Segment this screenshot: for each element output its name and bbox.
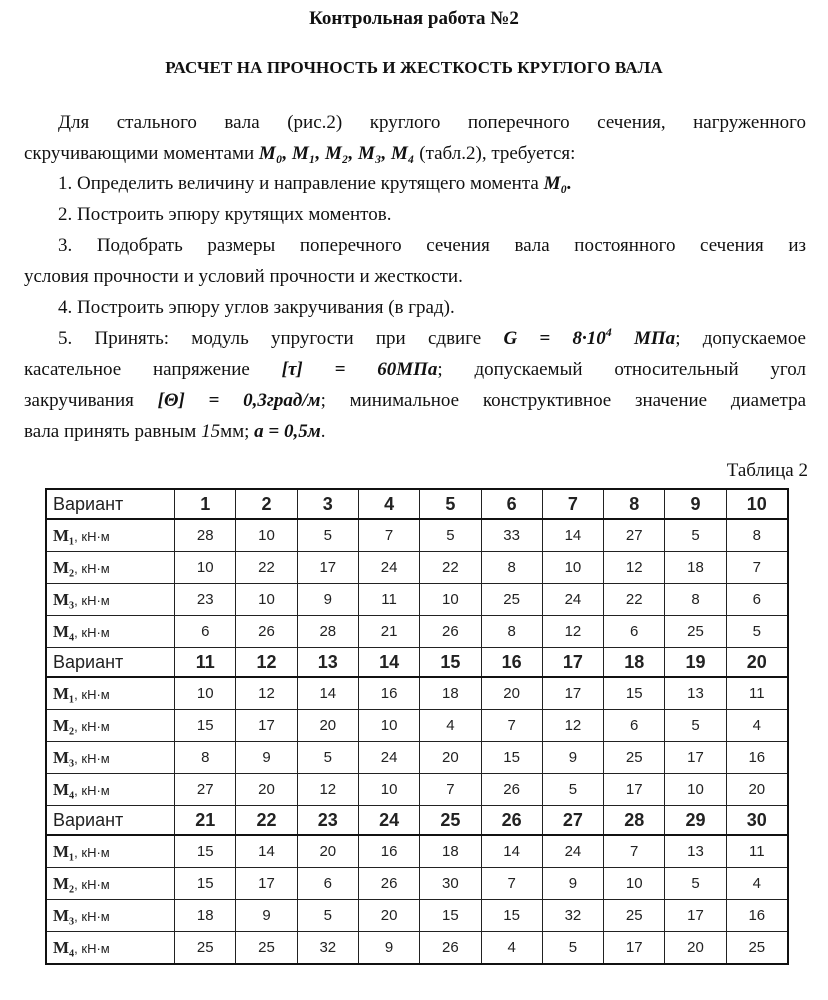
- moment-label: M₁, кН·м: [46, 835, 175, 868]
- table-cell: 28: [175, 519, 236, 552]
- variant-number: 5: [420, 489, 481, 519]
- table-cell: 17: [665, 742, 726, 774]
- variant-number: 30: [726, 806, 788, 836]
- table-cell: 20: [236, 774, 297, 806]
- variant-number: 20: [726, 648, 788, 678]
- moment-row: [46, 868, 788, 900]
- table-cell: 10: [236, 584, 297, 616]
- table-cell: 26: [420, 932, 481, 965]
- table-cell: 4: [481, 932, 542, 965]
- allowable-shear-stress: [τ] = 60МПа: [281, 359, 438, 380]
- table-cell: 25: [726, 932, 788, 965]
- table-cell: 22: [604, 584, 665, 616]
- intro-line-1: Для стального вала (рис.2) круглого поперечного сечения, нагруженного: [58, 112, 806, 133]
- variant-number: 16: [481, 648, 542, 678]
- variant-number: 2: [236, 489, 297, 519]
- table-cell: 5: [297, 519, 358, 552]
- table-cell: 12: [542, 710, 603, 742]
- table-cell: 15: [175, 710, 236, 742]
- table-cell: 16: [726, 900, 788, 932]
- moment-row: [46, 710, 788, 742]
- table-cell: 24: [358, 552, 419, 584]
- table-cell: 33: [481, 519, 542, 552]
- table-cell: 14: [236, 835, 297, 868]
- table-cell: 9: [358, 932, 419, 965]
- table-cell: 5: [297, 900, 358, 932]
- table-cell: 21: [358, 616, 419, 648]
- table-cell: 15: [420, 900, 481, 932]
- table-cell: 26: [358, 868, 419, 900]
- table-cell: 25: [175, 932, 236, 965]
- table-cell: 14: [542, 519, 603, 552]
- table-cell: 10: [236, 519, 297, 552]
- table-cell: 5: [420, 519, 481, 552]
- table-cell: 26: [481, 774, 542, 806]
- table-cell: 15: [481, 900, 542, 932]
- table-cell: 24: [542, 584, 603, 616]
- table-cell: 5: [665, 868, 726, 900]
- table-cell: 20: [665, 932, 726, 965]
- table-cell: 32: [297, 932, 358, 965]
- variant-header-label: Вариант: [46, 648, 175, 678]
- variant-number: 26: [481, 806, 542, 836]
- variant-number: 13: [297, 648, 358, 678]
- table-cell: 17: [236, 710, 297, 742]
- table-cell: 11: [726, 677, 788, 710]
- variant-number: 11: [175, 648, 236, 678]
- moment-label: M₄, кН·м: [46, 932, 175, 965]
- table-cell: 10: [604, 868, 665, 900]
- shear-modulus: $G = 8\cdot 10^4$ МПа: [503, 324, 676, 349]
- table-cell: 16: [358, 835, 419, 868]
- moment-row: [46, 932, 788, 965]
- table-cell: 22: [420, 552, 481, 584]
- variant-number: 3: [297, 489, 358, 519]
- variant-number: 8: [604, 489, 665, 519]
- moment-row: [46, 616, 788, 648]
- table-cell: 6: [604, 616, 665, 648]
- table-cell: 25: [604, 742, 665, 774]
- table-cell: 17: [542, 677, 603, 710]
- moment-label: M₃, кН·м: [46, 742, 175, 774]
- table-cell: 10: [665, 774, 726, 806]
- table-cell: 12: [542, 616, 603, 648]
- intro-line-2: скручивающими моментами М₀, М₁, М₂, М₃, М₄ (табл.2), требуется:: [24, 143, 576, 164]
- variant-number: 27: [542, 806, 603, 836]
- variant-number: 24: [358, 806, 419, 836]
- task-item-2: 2. Построить эпюру крутящих моментов.: [58, 204, 392, 225]
- table-cell: 26: [236, 616, 297, 648]
- table-cell: 10: [420, 584, 481, 616]
- table-cell: 7: [726, 552, 788, 584]
- moment-row: [46, 835, 788, 868]
- variant-number: 10: [726, 489, 788, 519]
- table-cell: 5: [542, 932, 603, 965]
- table-cell: 9: [236, 900, 297, 932]
- moment-label: M₃, кН·м: [46, 584, 175, 616]
- table-cell: 6: [297, 868, 358, 900]
- table-cell: 26: [420, 616, 481, 648]
- moment-label: M₄, кН·м: [46, 774, 175, 806]
- table-cell: 8: [175, 742, 236, 774]
- table-cell: 17: [665, 900, 726, 932]
- variant-number: 7: [542, 489, 603, 519]
- table-cell: 16: [726, 742, 788, 774]
- moment-row: [46, 584, 788, 616]
- document-title: Контрольная работа №2: [309, 8, 519, 29]
- table-cell: 22: [236, 552, 297, 584]
- table-cell: 5: [542, 774, 603, 806]
- table-cell: 9: [542, 868, 603, 900]
- table-cell: 17: [604, 932, 665, 965]
- table-cell: 10: [542, 552, 603, 584]
- variant-header-row: [46, 648, 788, 678]
- table-cell: 13: [665, 835, 726, 868]
- table-cell: 12: [297, 774, 358, 806]
- table-cell: 5: [665, 519, 726, 552]
- moment-label: M₁, кН·м: [46, 519, 175, 552]
- table-cell: 27: [175, 774, 236, 806]
- moment-row: [46, 519, 788, 552]
- variant-number: 17: [542, 648, 603, 678]
- moment-row: [46, 774, 788, 806]
- moment-row: [46, 900, 788, 932]
- variant-number: 28: [604, 806, 665, 836]
- table-cell: 7: [481, 710, 542, 742]
- table-cell: 6: [175, 616, 236, 648]
- table-cell: 32: [542, 900, 603, 932]
- table-cell: 9: [297, 584, 358, 616]
- variant-number: 14: [358, 648, 419, 678]
- table-cell: 8: [481, 616, 542, 648]
- variant-number: 15: [420, 648, 481, 678]
- moment-row: [46, 552, 788, 584]
- table-cell: 23: [175, 584, 236, 616]
- table-cell: 25: [236, 932, 297, 965]
- allowable-twist-angle: [Θ] = 0,3град/м: [157, 390, 321, 411]
- table-cell: 18: [665, 552, 726, 584]
- table-cell: 15: [481, 742, 542, 774]
- table-cell: 10: [175, 677, 236, 710]
- table-cell: 6: [726, 584, 788, 616]
- moment-label: M₂, кН·м: [46, 552, 175, 584]
- table-cell: 9: [542, 742, 603, 774]
- table-cell: 24: [358, 742, 419, 774]
- variant-number: 29: [665, 806, 726, 836]
- table-cell: 30: [420, 868, 481, 900]
- task-item-1: 1. Определить величину и направление крутящего момента М₀.: [58, 173, 572, 194]
- table-cell: 20: [297, 710, 358, 742]
- variant-number: 21: [175, 806, 236, 836]
- table-cell: 5: [726, 616, 788, 648]
- table-cell: 8: [665, 584, 726, 616]
- table-cell: 8: [726, 519, 788, 552]
- table-cell: 11: [726, 835, 788, 868]
- table-cell: 10: [175, 552, 236, 584]
- variant-number: 23: [297, 806, 358, 836]
- table-cell: 4: [726, 868, 788, 900]
- table-cell: 5: [297, 742, 358, 774]
- moments-list: М₀, М₁, М₂, М₃, М₄: [258, 143, 415, 164]
- variant-number: 1: [175, 489, 236, 519]
- table-cell: 17: [297, 552, 358, 584]
- table-cell: 7: [481, 868, 542, 900]
- table-cell: 12: [236, 677, 297, 710]
- moment-label: M₃, кН·м: [46, 900, 175, 932]
- variant-header-row: [46, 489, 788, 519]
- table-cell: 20: [358, 900, 419, 932]
- intro-paragraph: [24, 107, 806, 169]
- length-a: a = 0,5м: [254, 421, 321, 442]
- table-cell: 6: [604, 710, 665, 742]
- variant-number: 4: [358, 489, 419, 519]
- variants-table: [45, 488, 789, 965]
- table-cell: 13: [665, 677, 726, 710]
- moment-row: [46, 677, 788, 710]
- table-cell: 20: [726, 774, 788, 806]
- min-diameter: 15: [201, 421, 221, 442]
- table-cell: 5: [665, 710, 726, 742]
- table-cell: 7: [358, 519, 419, 552]
- table-cell: 14: [297, 677, 358, 710]
- task-item-3: 3. Подобрать размеры поперечного сечения вала постоянного сечения из условия прочности и условий прочности и жесткости.: [24, 235, 806, 287]
- variant-number: 6: [481, 489, 542, 519]
- table-cell: 11: [358, 584, 419, 616]
- variants-table-body: [46, 489, 788, 964]
- moment-label: M₁, кН·м: [46, 677, 175, 710]
- table-cell: 18: [420, 677, 481, 710]
- table-cell: 27: [604, 519, 665, 552]
- table-cell: 20: [420, 742, 481, 774]
- table-cell: 15: [604, 677, 665, 710]
- variant-header-label: Вариант: [46, 489, 175, 519]
- table-cell: 24: [542, 835, 603, 868]
- variant-number: 12: [236, 648, 297, 678]
- table-cell: 4: [420, 710, 481, 742]
- table-cell: 4: [726, 710, 788, 742]
- table-cell: 7: [420, 774, 481, 806]
- table-cell: 12: [604, 552, 665, 584]
- moment-label: M₄, кН·м: [46, 616, 175, 648]
- table-cell: 16: [358, 677, 419, 710]
- task-item-5: 5. Принять: модуль упругости при сдвиге $G = 8\cdot 10^4$ МПа; допускаемое касательное напряжение [τ] = 60МПа; допускаемый относительный угол закручивания [Θ] = 0,3град/м; минимальное конструктивное значение диаметра вала принять равным 15мм; a = 0,5м.: [24, 324, 807, 442]
- table-cell: 10: [358, 774, 419, 806]
- table-cell: 14: [481, 835, 542, 868]
- variant-header-label: Вариант: [46, 806, 175, 836]
- moment-row: [46, 742, 788, 774]
- table-cell: 10: [358, 710, 419, 742]
- table-cell: 20: [297, 835, 358, 868]
- table-cell: 18: [175, 900, 236, 932]
- variant-number: 25: [420, 806, 481, 836]
- document-subtitle: РАСЧЕТ НА ПРОЧНОСТЬ И ЖЕСТКОСТЬ КРУГЛОГО ВАЛА: [165, 58, 663, 77]
- variant-number: 9: [665, 489, 726, 519]
- moment-label: M₂, кН·м: [46, 868, 175, 900]
- table-cell: 15: [175, 835, 236, 868]
- table-cell: 15: [175, 868, 236, 900]
- table-cell: 17: [236, 868, 297, 900]
- table-cell: 17: [604, 774, 665, 806]
- moment-label: M₂, кН·м: [46, 710, 175, 742]
- table-cell: 20: [481, 677, 542, 710]
- variant-number: 22: [236, 806, 297, 836]
- table-cell: 25: [604, 900, 665, 932]
- table-cell: 18: [420, 835, 481, 868]
- variant-number: 19: [665, 648, 726, 678]
- task-item-4: 4. Построить эпюру углов закручивания (в град).: [58, 297, 455, 318]
- table-cell: 7: [604, 835, 665, 868]
- table-cell: 8: [481, 552, 542, 584]
- variant-number: 18: [604, 648, 665, 678]
- table-cell: 28: [297, 616, 358, 648]
- table-cell: 9: [236, 742, 297, 774]
- table-cell: 25: [481, 584, 542, 616]
- table-cell: 25: [665, 616, 726, 648]
- table-caption: Таблица 2: [726, 460, 808, 481]
- variant-header-row: [46, 806, 788, 836]
